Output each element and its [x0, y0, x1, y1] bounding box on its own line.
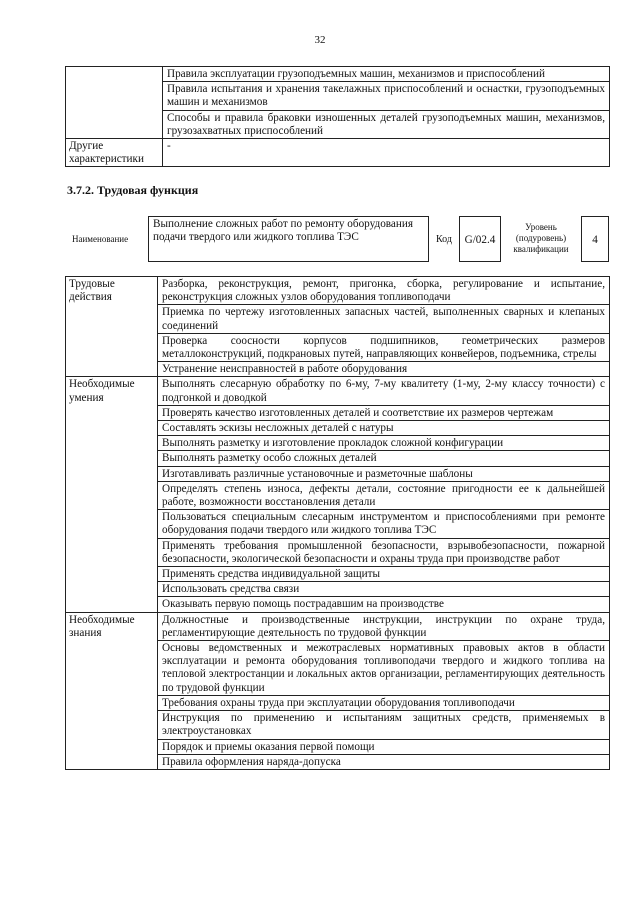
qualification-level-label: Уровень (подуровень) квалификации [513, 222, 569, 254]
requirement-item: Устранение неисправностей в работе оборудования [158, 362, 610, 377]
name-label: Наименование [72, 234, 129, 244]
requirement-item: Порядок и приемы оказания первой помощи [158, 739, 610, 754]
requirement-item: Определять степень износа, дефекты детали, состояние пригодности ее к дальнейшей работе, возможности восстановления детали [158, 481, 610, 509]
requirement-item: Правила оформления наряда-допуска [158, 754, 610, 769]
category-label: Необходимые знания [66, 612, 158, 769]
requirement-item: Применять требования промышленной безопасности, взрывобезопасности, пожарной безопасности, экологической безопасности и охраны труда при производстве работ [158, 538, 610, 566]
requirement-item: Изготавливать различные установочные и разметочные шаблоны [158, 466, 610, 481]
table-row [66, 139, 610, 167]
requirement-item: Требования охраны труда при эксплуатации оборудования топливоподачи [158, 695, 610, 710]
requirement-item: - [163, 139, 610, 167]
category-label [66, 67, 163, 139]
function-name: Выполнение сложных работ по ремонту оборудования подачи твердого или жидкого топлива ТЭС [153, 218, 414, 244]
function-name-box [148, 216, 429, 262]
section-title: 3.7.2. Трудовая функция [67, 183, 199, 197]
requirement-item: Использовать средства связи [158, 582, 610, 597]
requirement-item: Оказывать первую помощь пострадавшим на производстве [158, 597, 610, 612]
category-label: Необходимые умения [66, 377, 158, 612]
requirement-item: Применять средства индивидуальной защиты [158, 567, 610, 582]
requirement-item: Проверять качество изготовленных деталей и соответствие их размеров чертежам [158, 405, 610, 420]
requirement-item: Правила эксплуатации грузоподъемных машин, механизмов и приспособлений [163, 67, 610, 82]
requirement-item: Проверка соосности корпусов подшипников, геометрических размеров металлоконструкций, подкрановых путей, направляющих конвейеров, подъемника, стрелы [158, 333, 610, 361]
level-box [581, 216, 609, 262]
requirement-item: Основы ведомственных и межотраслевых нормативных правовых актов в области эксплуатации и ремонта оборудования топливоподачи твердого и жидкого топлива на тепловой электростанции и локальных актов организации, регламентирующих деятельность по трудовой функции [158, 641, 610, 696]
category-label: Другие характеристики [66, 139, 163, 167]
knowledge-table-continuation [65, 66, 610, 167]
requirement-item: Выполнять слесарную обработку по 6-му, 7-му квалитету (1-му, 2-му классу точности) с подгонкой и доводкой [158, 377, 610, 405]
table-row [66, 277, 610, 305]
requirement-item: Выполнять разметку особо сложных деталей [158, 451, 610, 466]
requirement-item: Составлять эскизы несложных деталей с натуры [158, 421, 610, 436]
requirement-item: Выполнять разметку и изготовление прокладок сложной конфигурации [158, 436, 610, 451]
table-row [66, 67, 610, 82]
page-number: 32 [314, 34, 326, 46]
code-box [459, 216, 501, 262]
code-value: G/02.4 [464, 234, 496, 246]
requirement-item: Правила испытания и хранения такелажных приспособлений и оснастки, грузоподъемных машин и механизмов [163, 82, 610, 110]
table-row [66, 377, 610, 405]
labor-function-table [65, 276, 610, 770]
requirement-item: Приемка по чертежу изготовленных запасных частей, выполненных сварных и клепаных соединений [158, 305, 610, 333]
code-label: Код [436, 234, 452, 245]
category-label: Трудовые действия [66, 277, 158, 377]
table-row [66, 612, 610, 640]
requirement-item: Инструкция по применению и испытаниям защитных средств, применяемых в электроустановках [158, 711, 610, 739]
requirement-item: Пользоваться специальным слесарным инструментом и приспособлениями при ремонте оборудования подачи твердого или жидкого топлива ТЭС [158, 510, 610, 538]
requirement-item: Способы и правила браковки изношенных деталей грузоподъемных машин, механизмов, грузозахватных приспособлений [163, 110, 610, 138]
requirement-item: Должностные и производственные инструкции, инструкции по охране труда, регламентирующие деятельность по трудовой функции [158, 612, 610, 640]
level-value: 4 [592, 234, 598, 246]
requirement-item: Разборка, реконструкция, ремонт, пригонка, сборка, регулирование и испытание, реконструкция сложных узлов оборудования топливоподачи [158, 277, 610, 305]
